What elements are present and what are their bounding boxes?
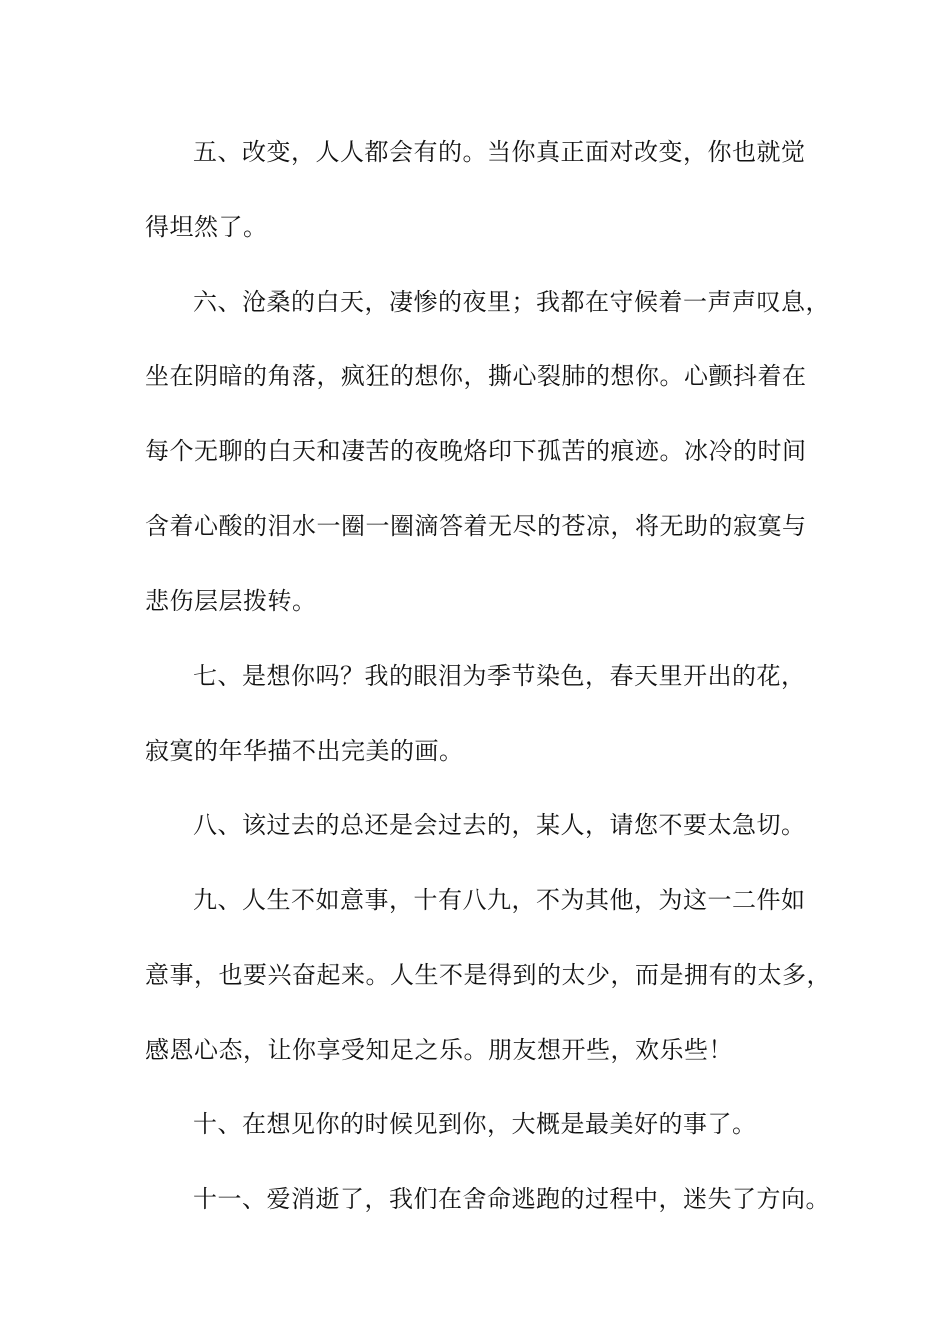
paragraph-6-line-3: 每个无聊的白天和凄苦的夜晚烙印下孤苦的痕迹。冰冷的时间 [145, 437, 807, 465]
paragraph-8-line-1: 八、该过去的总还是会过去的，某人，请您不要太急切。 [193, 811, 806, 839]
paragraph-11-line-1: 十一、爱消逝了，我们在舍命逃跑的过程中，迷失了方向。 [193, 1185, 830, 1213]
paragraph-7-line-1: 七、是想你吗？我的眼泪为季节染色，春天里开出的花， [193, 662, 806, 690]
paragraph-6-line-2: 坐在阴暗的角落，疯狂的想你，撕心裂肺的想你。心颤抖着在 [145, 362, 807, 390]
paragraph-9-line-3: 感恩心态，让你享受知足之乐。朋友想开些，欢乐些！ [145, 1036, 733, 1064]
paragraph-9-line-1: 九、人生不如意事，十有八九，不为其他，为这一二件如 [193, 886, 806, 914]
paragraph-6-line-1: 六、沧桑的白天，凄惨的夜里；我都在守候着一声声叹息， [193, 288, 830, 316]
paragraph-10-line-1: 十、在想见你的时候见到你，大概是最美好的事了。 [193, 1110, 757, 1138]
paragraph-6-line-5: 悲伤层层拨转。 [145, 587, 317, 615]
paragraph-6-line-4: 含着心酸的泪水一圈一圈滴答着无尽的苍凉，将无助的寂寞与 [145, 512, 807, 540]
paragraph-5-line-1: 五、改变，人人都会有的。当你真正面对改变，你也就觉 [193, 138, 806, 166]
paragraph-9-line-2: 意事，也要兴奋起来。人生不是得到的太少，而是拥有的太多， [145, 961, 831, 989]
paragraph-5-line-2: 得坦然了。 [145, 213, 268, 241]
paragraph-7-line-2: 寂寞的年华描不出完美的画。 [145, 737, 464, 765]
